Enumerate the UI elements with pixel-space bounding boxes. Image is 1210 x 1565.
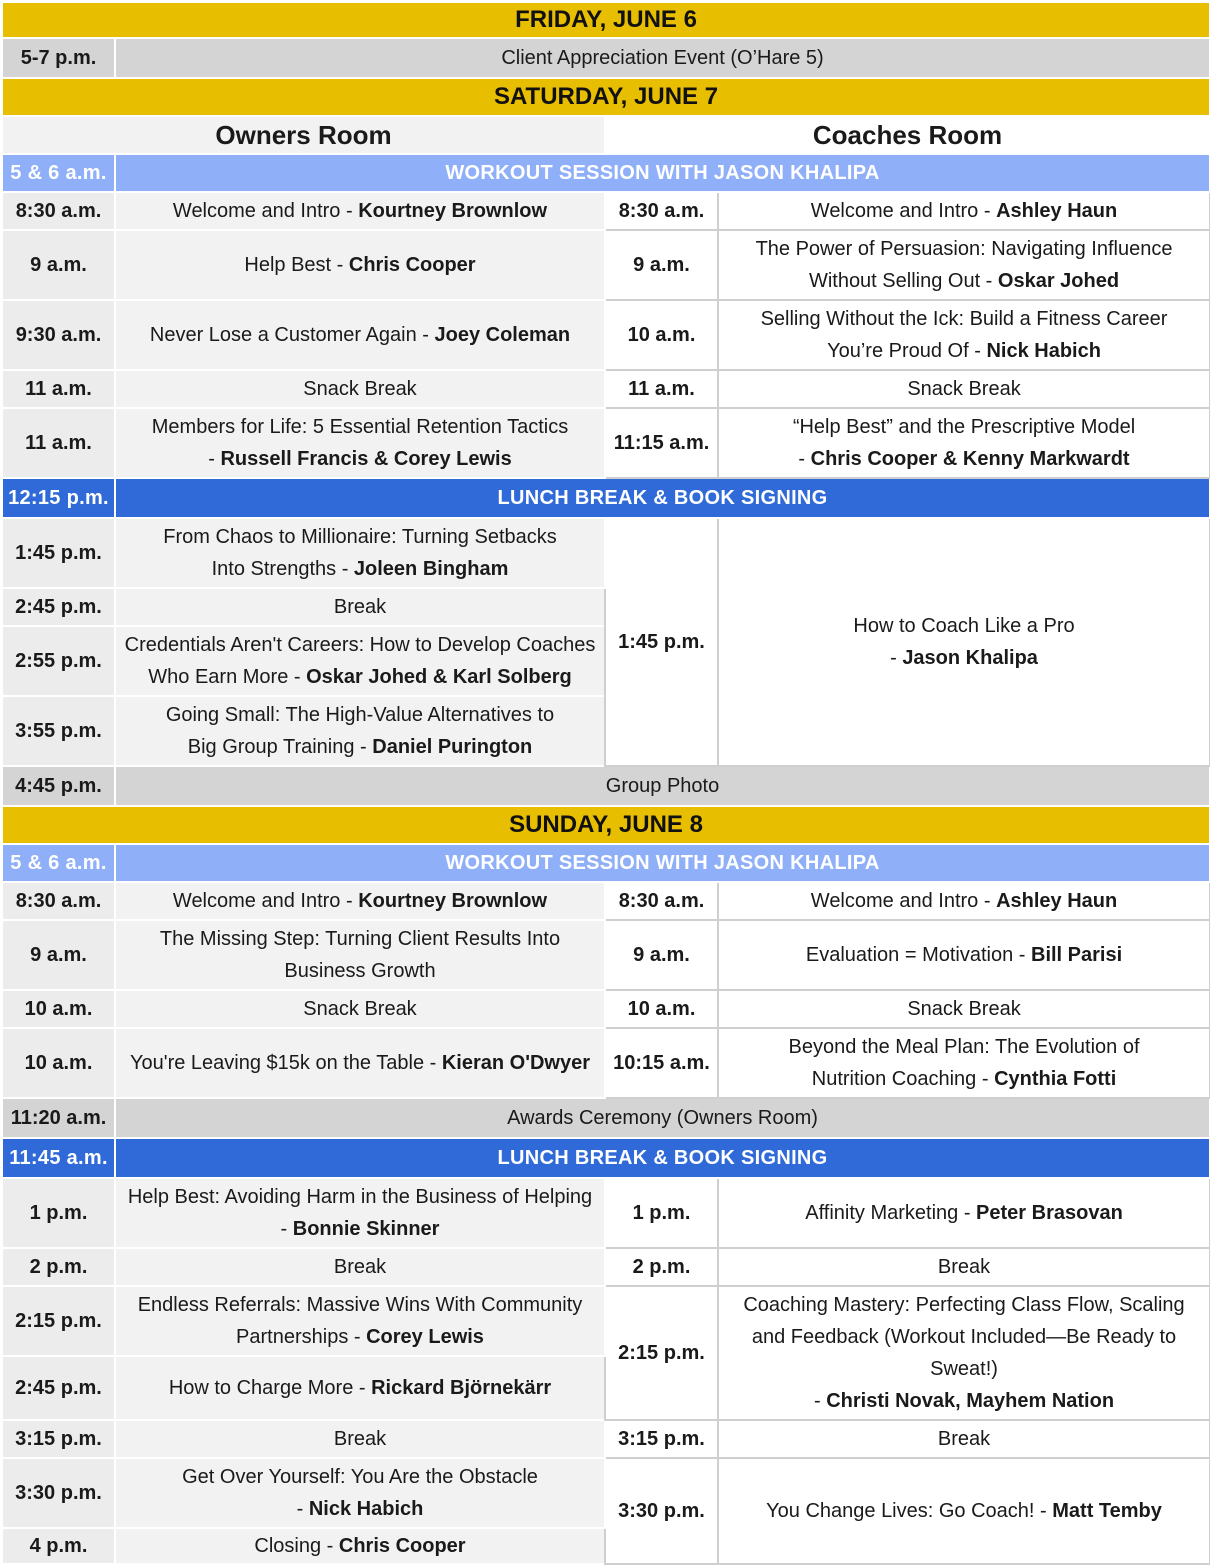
time-cell: 5-7 p.m. (2, 38, 115, 78)
speaker: Bonnie Skinner (292, 1218, 440, 1240)
session-row (2, 1286, 1210, 1356)
workout-banner: WORKOUT SESSION WITH JASON KHALIPA (115, 154, 1210, 192)
speaker: Jason Khalipa (902, 647, 1038, 669)
owners-session: Break (115, 1420, 605, 1458)
time-cell: 9 a.m. (605, 920, 718, 990)
time-cell: 10 a.m. (2, 1028, 115, 1098)
time-cell: 1 p.m. (2, 1178, 115, 1248)
speaker: Oskar Johed & Karl Solberg (306, 666, 572, 688)
owners-session: Credentials Aren't Careers: How to Develop Coaches Who Earn More - Oskar Johed & Karl Solberg (115, 626, 605, 696)
speaker: Kieran O'Dwyer (441, 1052, 590, 1074)
time-cell: 4 p.m. (2, 1528, 115, 1564)
coaches-session: Welcome and Intro - Ashley Haun (718, 882, 1210, 920)
time-cell: 3:15 p.m. (605, 1420, 718, 1458)
time-cell: 3:30 p.m. (2, 1458, 115, 1528)
session-row (2, 408, 1210, 478)
coaches-session: Beyond the Meal Plan: The Evolution of Nutrition Coaching - Cynthia Fotti (718, 1028, 1210, 1098)
owners-session: Get Over Yourself: You Are the Obstacle - Nick Habich (115, 1458, 605, 1528)
lunch-banner: LUNCH BREAK & BOOK SIGNING (115, 478, 1210, 518)
owners-session: The Missing Step: Turning Client Results Into Business Growth (115, 920, 605, 990)
group-photo-row (2, 766, 1210, 806)
time-cell: 11:45 a.m. (2, 1138, 115, 1178)
time-cell: 11 a.m. (2, 370, 115, 408)
speaker: Chris Cooper (348, 254, 476, 276)
time-cell: 8:30 a.m. (605, 882, 718, 920)
awards-row (2, 1098, 1210, 1138)
owners-session: Welcome and Intro - Kourtney Brownlow (115, 192, 605, 230)
time-cell: 11 a.m. (2, 408, 115, 478)
event-cell: Client Appreciation Event (O’Hare 5) (115, 38, 1210, 78)
time-cell: 12:15 p.m. (2, 478, 115, 518)
speaker: Corey Lewis (366, 1326, 484, 1348)
owners-session: Closing - Chris Cooper (115, 1528, 605, 1564)
time-cell: 3:55 p.m. (2, 696, 115, 766)
coaches-session: Evaluation = Motivation - Bill Parisi (718, 920, 1210, 990)
owners-session: Members for Life: 5 Essential Retention Tactics - Russell Francis & Corey Lewis (115, 408, 605, 478)
speaker: Ashley Haun (996, 890, 1118, 912)
time-cell: 10 a.m. (605, 300, 718, 370)
time-cell: 3:30 p.m. (605, 1458, 718, 1564)
session-row (2, 882, 1210, 920)
speaker: Nick Habich (308, 1498, 424, 1520)
owners-session: Snack Break (115, 990, 605, 1028)
owners-session: You're Leaving $15k on the Table - Kieran O'Dwyer (115, 1028, 605, 1098)
speaker: Peter Brasovan (976, 1202, 1123, 1224)
speaker: Kourtney Brownlow (358, 200, 548, 222)
time-cell: 1:45 p.m. (2, 518, 115, 588)
lunch-row (2, 1138, 1210, 1178)
speaker: Ashley Haun (996, 200, 1118, 222)
time-cell: 10:15 a.m. (605, 1028, 718, 1098)
session-row (2, 370, 1210, 408)
owners-session: Help Best: Avoiding Harm in the Business of Helping - Bonnie Skinner (115, 1178, 605, 1248)
time-cell: 2:15 p.m. (2, 1286, 115, 1356)
time-cell: 2:55 p.m. (2, 626, 115, 696)
owners-session: Break (115, 1248, 605, 1286)
session-row (2, 920, 1210, 990)
session-row (2, 1458, 1210, 1528)
speaker: Matt Temby (1052, 1500, 1162, 1522)
coaches-session: Snack Break (718, 370, 1210, 408)
speaker: Christi Novak, Mayhem Nation (826, 1390, 1115, 1412)
session-row (2, 300, 1210, 370)
owners-session: Break (115, 588, 605, 626)
coaches-session: You Change Lives: Go Coach! - Matt Temby (718, 1458, 1210, 1564)
coaches-session: Selling Without the Ick: Build a Fitness Career You’re Proud Of - Nick Habich (718, 300, 1210, 370)
speaker: Nick Habich (986, 340, 1101, 362)
time-cell: 9 a.m. (605, 230, 718, 300)
time-cell: 11:15 a.m. (605, 408, 718, 478)
time-cell: 10 a.m. (605, 990, 718, 1028)
time-cell: 8:30 a.m. (2, 882, 115, 920)
speaker: Chris Cooper (338, 1535, 466, 1557)
time-cell: 1:45 p.m. (605, 518, 718, 766)
speaker: Daniel Purington (372, 736, 533, 758)
time-cell: 11 a.m. (605, 370, 718, 408)
speaker: Joleen Bingham (353, 558, 509, 580)
time-cell: 1 p.m. (605, 1178, 718, 1248)
saturday-header-row (2, 78, 1210, 116)
friday-header-row (2, 2, 1210, 38)
time-cell: 9 a.m. (2, 230, 115, 300)
session-row (2, 990, 1210, 1028)
workout-row (2, 844, 1210, 882)
time-cell: 5 & 6 a.m. (2, 844, 115, 882)
friday-event-row (2, 38, 1210, 78)
coaches-session: How to Coach Like a Pro - Jason Khalipa (718, 518, 1210, 766)
day-header-friday: FRIDAY, JUNE 6 (2, 2, 1210, 38)
time-cell: 5 & 6 a.m. (2, 154, 115, 192)
event-cell: Group Photo (115, 766, 1210, 806)
owners-session: Never Lose a Customer Again - Joey Coleman (115, 300, 605, 370)
session-row (2, 192, 1210, 230)
time-cell: 4:45 p.m. (2, 766, 115, 806)
time-cell: 2:15 p.m. (605, 1286, 718, 1420)
time-cell: 9 a.m. (2, 920, 115, 990)
time-cell: 11:20 a.m. (2, 1098, 115, 1138)
session-row (2, 1028, 1210, 1098)
coaches-session: Affinity Marketing - Peter Brasovan (718, 1178, 1210, 1248)
schedule-table (1, 1, 1210, 1565)
owners-session: Going Small: The High-Value Alternatives to Big Group Training - Daniel Purington (115, 696, 605, 766)
workout-row (2, 154, 1210, 192)
session-row (2, 1248, 1210, 1286)
speaker: Kourtney Brownlow (358, 890, 548, 912)
speaker: Chris Cooper & Kenny Markwardt (810, 448, 1130, 470)
speaker: Joey Coleman (434, 324, 571, 346)
time-cell: 8:30 a.m. (2, 192, 115, 230)
owners-session: Help Best - Chris Cooper (115, 230, 605, 300)
coaches-session: “Help Best” and the Prescriptive Model - Chris Cooper & Kenny Markwardt (718, 408, 1210, 478)
speaker: Russell Francis & Corey Lewis (220, 448, 512, 470)
speaker: Rickard Björnekärr (371, 1377, 552, 1399)
speaker: Cynthia Fotti (994, 1068, 1117, 1090)
time-cell: 2 p.m. (2, 1248, 115, 1286)
day-header-sunday: SUNDAY, JUNE 8 (2, 806, 1210, 844)
coaches-session: Break (718, 1420, 1210, 1458)
time-cell: 2:45 p.m. (2, 588, 115, 626)
time-cell: 3:15 p.m. (2, 1420, 115, 1458)
coaches-room-heading: Coaches Room (605, 116, 1210, 154)
speaker: Bill Parisi (1031, 944, 1123, 966)
session-row (2, 518, 1210, 588)
sunday-header-row (2, 806, 1210, 844)
time-cell: 2 p.m. (605, 1248, 718, 1286)
owners-session: Snack Break (115, 370, 605, 408)
owners-session: Welcome and Intro - Kourtney Brownlow (115, 882, 605, 920)
lunch-banner: LUNCH BREAK & BOOK SIGNING (115, 1138, 1210, 1178)
coaches-session: Coaching Mastery: Perfecting Class Flow, Scaling and Feedback (Workout Included—Be Ready to Sweat!) - Christi Novak, Mayhem Nation (718, 1286, 1210, 1420)
coaches-session: The Power of Persuasion: Navigating Influence Without Selling Out - Oskar Johed (718, 230, 1210, 300)
owners-session: How to Charge More - Rickard Björnekärr (115, 1356, 605, 1420)
coaches-session: Welcome and Intro - Ashley Haun (718, 192, 1210, 230)
coaches-session: Snack Break (718, 990, 1210, 1028)
session-row (2, 230, 1210, 300)
time-cell: 8:30 a.m. (605, 192, 718, 230)
event-cell: Awards Ceremony (Owners Room) (115, 1098, 1210, 1138)
time-cell: 10 a.m. (2, 990, 115, 1028)
session-row (2, 1420, 1210, 1458)
owners-room-heading: Owners Room (2, 116, 605, 154)
room-header-row (2, 116, 1210, 154)
lunch-row (2, 478, 1210, 518)
conference-schedule (0, 1, 1210, 1557)
time-cell: 9:30 a.m. (2, 300, 115, 370)
workout-banner: WORKOUT SESSION WITH JASON KHALIPA (115, 844, 1210, 882)
session-row (2, 1178, 1210, 1248)
time-cell: 2:45 p.m. (2, 1356, 115, 1420)
speaker: Oskar Johed (997, 270, 1120, 292)
day-header-saturday: SATURDAY, JUNE 7 (2, 78, 1210, 116)
owners-session: From Chaos to Millionaire: Turning Setbacks Into Strengths - Joleen Bingham (115, 518, 605, 588)
coaches-session: Break (718, 1248, 1210, 1286)
owners-session: Endless Referrals: Massive Wins With Community Partnerships - Corey Lewis (115, 1286, 605, 1356)
